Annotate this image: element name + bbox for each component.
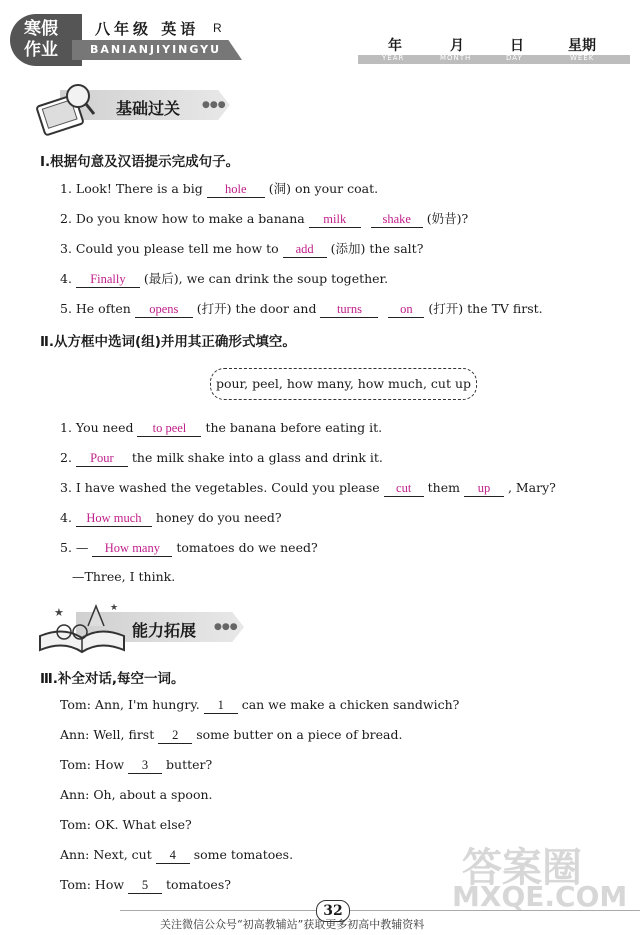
part2-item: [60, 479, 556, 497]
answer-blank: shake: [371, 212, 423, 228]
answer-blank: Finally: [76, 272, 140, 288]
section1-dots-icon: ●●●: [202, 100, 226, 110]
answer-blank: hole: [207, 182, 265, 198]
part1-item: [60, 210, 468, 228]
page-number: 32: [316, 900, 350, 922]
part1-item: [60, 180, 378, 198]
item-text: 2. Do you know how to make a banana: [60, 211, 305, 226]
dialog-text: Tom: Ann, I'm hungry.: [60, 697, 200, 712]
dialog-line: [60, 696, 459, 714]
dialog-line: [60, 726, 402, 744]
date-day-sub: DAY: [506, 54, 523, 62]
answer-blank: 5: [128, 878, 162, 894]
answer-blank: opens: [135, 302, 193, 318]
section2-dots-icon: ●●●: [214, 622, 238, 632]
logo-badge: [10, 14, 82, 66]
part1-item: [60, 270, 388, 288]
item-text: (添加) the salt?: [330, 241, 424, 256]
item-text: them: [427, 480, 460, 495]
answer-blank: How many: [92, 541, 172, 557]
item-text: 5. He often: [60, 301, 131, 316]
item-text: 2.: [60, 450, 72, 465]
dialog-text: Tom: How: [60, 757, 125, 772]
item-text: (最后), we can drink the soup together.: [143, 271, 389, 286]
word-box: pour, peel, how many, how much, cut up: [210, 368, 477, 400]
item-text: the milk shake into a glass and drink it.: [131, 450, 383, 465]
part2-item: [60, 449, 383, 467]
edition-mark: R: [213, 21, 222, 35]
answer-blank: cut: [384, 481, 424, 497]
date-month-sub: MONTH: [440, 54, 472, 62]
dialog-line: Ann: Oh, about a spoon.: [60, 787, 213, 802]
part2-heading: Ⅱ.从方框中选词(组)并用其正确形式填空。: [40, 334, 296, 350]
answer-blank: milk: [309, 212, 361, 228]
item-text: , Mary?: [507, 480, 556, 495]
item-text: tomatoes do we need?: [176, 540, 318, 555]
dialog-text: some butter on a piece of bread.: [196, 727, 403, 742]
footer-rule: [120, 910, 640, 911]
part1-item: [60, 300, 543, 318]
item-text: (奶昔)?: [426, 211, 469, 226]
item-text: 3. I have washed the vegetables. Could you please: [60, 480, 380, 495]
item-text: 1. Look! There is a big: [60, 181, 203, 196]
answer-blank: 3: [128, 758, 162, 774]
dialog-text: some tomatoes.: [193, 847, 294, 862]
answer-blank: 2: [158, 728, 192, 744]
section1-title: 基础过关: [116, 99, 181, 118]
section2-title: 能力拓展: [132, 621, 197, 640]
item-text: (洞) on your coat.: [268, 181, 379, 196]
part3-heading: Ⅲ.补全对话,每空一词。: [40, 671, 185, 687]
item-text: (打开) the TV first.: [428, 301, 543, 316]
logo-bottom-text: 作业: [24, 40, 58, 60]
dialog-text: Ann: Next, cut: [60, 847, 152, 862]
svg-text:★: ★: [54, 606, 64, 619]
date-day-label: 日: [510, 38, 524, 54]
watermark-logo: 答案圈: [462, 845, 582, 891]
part2-item: [60, 509, 282, 527]
book-title: 八年级 英语: [95, 20, 200, 38]
logo-top-text: 寒假: [24, 19, 58, 39]
date-week-label: 星期: [568, 38, 596, 54]
part2-item: [60, 539, 318, 557]
answer-blank: up: [464, 481, 504, 497]
dialog-text: tomatoes?: [166, 877, 231, 892]
part2-item: [60, 419, 382, 437]
dialog-line: [60, 846, 293, 864]
answer-blank: on: [388, 302, 424, 318]
dialog-text: can we make a chicken sandwich?: [241, 697, 460, 712]
dialog-text: Tom: How: [60, 877, 125, 892]
item-text: honey do you need?: [155, 510, 282, 525]
dialog-line: [60, 756, 212, 774]
pinyin-title: BANIANJIYINGYU: [90, 43, 222, 56]
watermark-url: MXQE.COM: [452, 880, 628, 913]
svg-text:★: ★: [110, 603, 119, 613]
item-text: 1. You need: [60, 420, 134, 435]
dialog-line: Tom: OK. What else?: [60, 817, 192, 832]
dialog-text: Ann: Well, first: [60, 727, 155, 742]
answer-blank: turns: [320, 302, 378, 318]
item-text: the banana before eating it.: [205, 420, 383, 435]
open-book-icon: [34, 596, 130, 656]
date-year-sub: YEAR: [382, 54, 405, 62]
answer-blank: add: [283, 242, 327, 258]
item-text: 3. Could you please tell me how to: [60, 241, 279, 256]
item-text: 4.: [60, 271, 72, 286]
dialog-text: butter?: [166, 757, 213, 772]
answer-blank: to peel: [137, 421, 201, 437]
item-text: 5. —: [60, 540, 89, 555]
date-month-label: 月: [450, 38, 464, 54]
part2-reply: —Three, I think.: [72, 569, 176, 584]
answer-blank: How much: [76, 511, 152, 527]
answer-blank: Pour: [76, 451, 128, 467]
dialog-line: [60, 876, 231, 894]
date-year-label: 年: [388, 38, 402, 54]
answer-blank: 4: [156, 848, 190, 864]
item-text: (打开) the door and: [196, 301, 317, 316]
answer-blank: 1: [204, 698, 238, 714]
part1-heading: Ⅰ.根据句意及汉语提示完成句子。: [40, 154, 240, 170]
date-week-sub: WEEK: [570, 54, 595, 62]
footer-note: 关注微信公众号“初高教辅站”获取更多初高中教辅资料: [160, 918, 425, 931]
part1-item: [60, 240, 423, 258]
item-text: 4.: [60, 510, 72, 525]
tablet-magnifier-icon: [34, 78, 98, 136]
